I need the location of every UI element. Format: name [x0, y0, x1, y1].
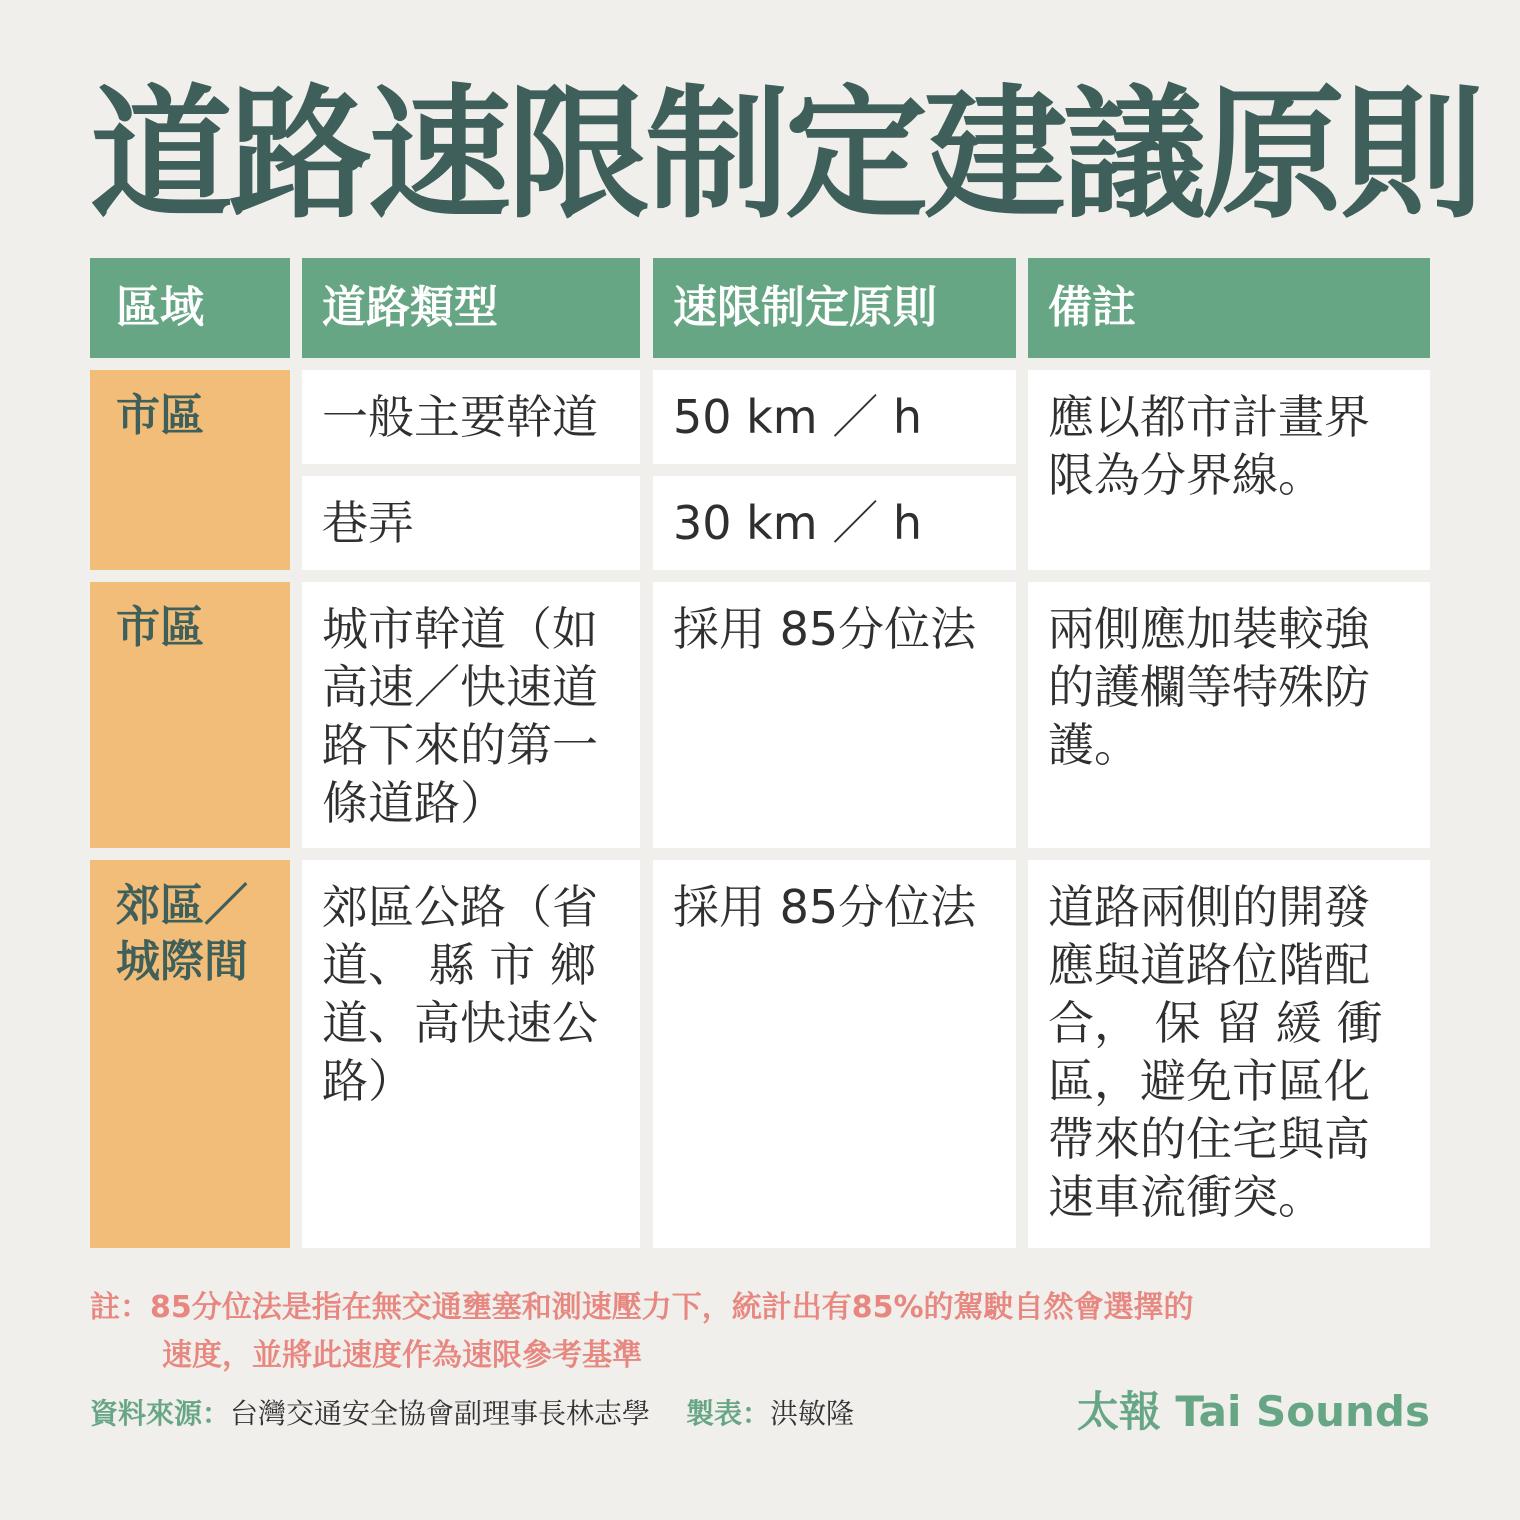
- page-title: 道路速限制定建議原則: [90, 71, 1480, 238]
- speed-limit-cell: [653, 370, 1016, 464]
- remark-line: 區，避免市區化: [1048, 1054, 1370, 1108]
- header-road-type: 道路類型: [302, 258, 640, 358]
- remark-line: 帶來的住宅與高: [1048, 1112, 1370, 1166]
- road-type-line: 條道路）: [322, 776, 506, 830]
- road-type-label: 巷弄: [322, 496, 414, 550]
- remark-line: 的護欄等特殊防: [1048, 660, 1370, 714]
- speed-limit-value: 30 km ／ h: [673, 496, 923, 550]
- source-label: 資料來源：: [90, 1397, 231, 1430]
- remark-line: 護。: [1048, 718, 1140, 772]
- speed-limit-value: 50 km ／ h: [673, 390, 923, 444]
- header-zone: 區域: [90, 258, 290, 358]
- zone-cell-urban-2: [90, 582, 290, 848]
- footnote: [90, 1284, 1435, 1380]
- road-type-line: 城市幹道（如: [322, 602, 598, 656]
- remark-line: 限為分界線。: [1048, 448, 1324, 502]
- remark-cell: [1028, 582, 1430, 848]
- remark-line: 道路兩側的開發: [1048, 880, 1370, 934]
- zone-cell-urban-1: [90, 370, 290, 570]
- zone-cell-suburban: [90, 860, 290, 1248]
- remark-cell: [1028, 370, 1430, 570]
- remark-cell: [1028, 860, 1430, 1248]
- road-type-line: 郊區公路（省: [322, 880, 598, 934]
- speed-limit-value: 採用 85分位法: [673, 880, 977, 934]
- speed-limit-value: 採用 85分位法: [673, 602, 977, 656]
- footnote-line: 速度，並將此速度作為速限參考基準: [162, 1338, 642, 1373]
- brand-logo-text: 太報 Tai Sounds: [1076, 1387, 1430, 1436]
- remark-line: 兩側應加裝較強: [1048, 602, 1370, 656]
- header-remarks: 備註: [1028, 258, 1430, 358]
- header-speed-principle: 速限制定原則: [653, 258, 1016, 358]
- maker-label: 製表：: [686, 1397, 771, 1430]
- road-type-line: 路下來的第一: [322, 718, 598, 772]
- road-type-line: 道、 縣 市 鄉: [322, 938, 596, 992]
- speed-limit-cell: [653, 860, 1016, 1248]
- road-type-cell: [302, 860, 640, 1248]
- road-type-cell: [302, 476, 640, 570]
- source-line: [90, 1394, 854, 1434]
- source-value: 台灣交通安全協會副理事長林志學: [230, 1397, 651, 1430]
- remark-line: 合， 保 留 緩 衝: [1048, 996, 1383, 1050]
- maker-value: 洪敏隆: [770, 1397, 855, 1430]
- road-type-line: 路）: [322, 1054, 414, 1108]
- remark-line: 應與道路位階配: [1048, 938, 1370, 992]
- remark-line: 速車流衝突。: [1048, 1170, 1324, 1224]
- zone-label: 市區: [116, 602, 204, 653]
- road-type-label: 一般主要幹道: [322, 390, 598, 444]
- remark-line: 應以都市計畫界: [1048, 390, 1370, 444]
- zone-label-line: 城際間: [116, 936, 248, 987]
- speed-limit-cell: [653, 582, 1016, 848]
- road-type-cell: [302, 582, 640, 848]
- road-type-cell: [302, 370, 640, 464]
- road-type-line: 道、高快速公: [322, 996, 598, 1050]
- speed-limit-cell: [653, 476, 1016, 570]
- zone-label: 市區: [116, 390, 204, 441]
- footnote-line: 註：85分位法是指在無交通壅塞和測速壓力下，統計出有85%的駕駛自然會選擇的: [90, 1290, 1194, 1325]
- zone-label-line: 郊區／: [116, 880, 248, 931]
- road-type-line: 高速／快速道: [322, 660, 598, 714]
